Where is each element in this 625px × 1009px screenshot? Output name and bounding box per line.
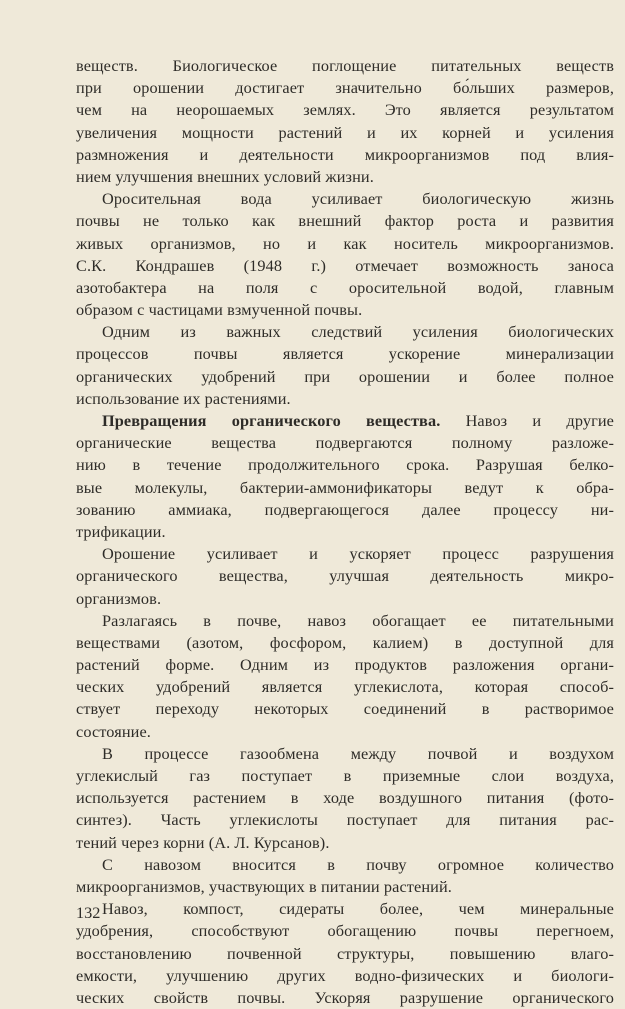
text-line: органических удобрений при орошении и более полное xyxy=(76,366,614,386)
text-line: почвы не только как внешний фактор роста и развития xyxy=(76,211,614,231)
text-line: зованию аммиака, подвергающегося далее процессу ни- xyxy=(76,499,614,519)
text-line: С навозом вносится в почву огромное количество xyxy=(102,854,614,874)
text-line: состояние. xyxy=(76,721,151,741)
text-line: Разлагаясь в почве, навоз обогащает ее питательными xyxy=(102,610,614,630)
text-line: растений форме. Одним из продуктов разложения органи- xyxy=(76,655,614,675)
text-line: образом с частицами взмученной почвы. xyxy=(76,300,363,320)
text-line: емкости, улучшению других водно-физических и биологи- xyxy=(76,965,614,985)
text-line: веществ. Биологическое поглощение питательных веществ xyxy=(76,56,614,75)
text-line: ствует переходу некоторых соединений в растворимое xyxy=(76,699,614,719)
text-line: органического вещества, улучшая деятельность микро- xyxy=(76,566,614,586)
text-line: при орошении достигает значительно бо́льших размеров, xyxy=(76,78,614,98)
text-line: нием улучшения внешних условий жизни. xyxy=(76,166,374,186)
text-line: размножения и деятельности микроорганизмов под влия- xyxy=(76,144,614,164)
section-heading: Превращения органического вещества. xyxy=(102,411,441,430)
text-line: углекислый газ поступает в приземные слои воздуха, xyxy=(76,766,614,785)
text-line: чем на неорошаемых землях. Это является результатом xyxy=(76,100,614,120)
text-line: синтез). Часть углекислоты поступает для питания рас- xyxy=(76,810,614,830)
text-line: трификации. xyxy=(76,521,166,541)
text-line: нию в течение продолжительного срока. Разрушая белко- xyxy=(76,455,614,475)
text-line: использование их растениями. xyxy=(76,388,291,408)
text-line: Орошение усиливает и ускоряет процесс разрушения xyxy=(102,544,614,564)
text-line: живых организмов, но и как носитель микроорганизмов. xyxy=(76,233,614,253)
text-line: ческих свойств почвы. Ускоряя разрушение органического xyxy=(76,987,614,1007)
text-line: восстановлению почвенной структуры, повышению влаго- xyxy=(76,943,614,963)
text-line: веществами (азотом, фосфором, калием) в доступной для xyxy=(76,632,614,652)
text-line: органические вещества подвергаются полному разложе- xyxy=(76,433,614,453)
text-line: Одним из важных следствий усиления биологических xyxy=(102,322,614,342)
text-line: вые молекулы, бактерии-аммонификаторы ведут к обра- xyxy=(76,477,614,497)
section-heading-line xyxy=(76,410,614,432)
text-line: ческих удобрений является углекислота, которая способ- xyxy=(76,677,614,697)
heading-continuation: Навоз и другие xyxy=(440,411,615,430)
text-line: Навоз, компост, сидераты более, чем минеральные xyxy=(102,899,614,919)
text-line: удобрения, способствуют обогащению почвы перегноем, xyxy=(76,921,614,941)
page-number: 132 xyxy=(76,903,101,922)
text-line: азотобактера на поля с оросительной водой, главным xyxy=(76,277,614,297)
text-line: С.К. Кондрашев (1948 г.) отмечает возможность заноса xyxy=(76,255,614,275)
text-line: увеличения мощности растений и их корней и усиления xyxy=(76,122,614,142)
text-line: Оросительная вода усиливает биологическую жизнь xyxy=(102,189,614,209)
text-line: тений через корни (А. Л. Курсанов). xyxy=(76,832,330,852)
text-line: микроорганизмов, участвующих в питании растений. xyxy=(76,876,452,896)
body-text xyxy=(76,55,614,1009)
text-line: используется растением в ходе воздушного питания (фото- xyxy=(76,788,614,808)
text-line: В процессе газообмена между почвой и воздухом xyxy=(102,743,614,763)
text-line: процессов почвы является ускорение минерализации xyxy=(76,344,614,364)
text-line: организмов. xyxy=(76,588,162,608)
